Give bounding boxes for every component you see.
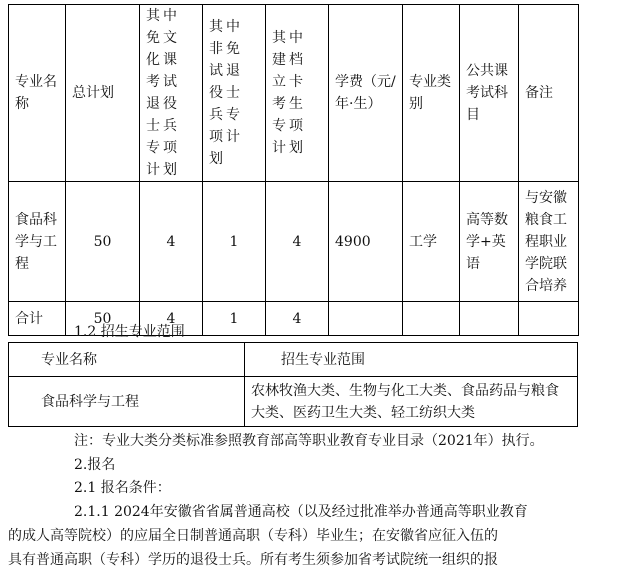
table-cell: 50 [66,302,140,336]
table-cell: 50 [66,182,140,302]
table-cell: 农林牧渔大类、生物与化工大类、食品药品与粮食大类、医药卫生大类、轻工纺织大类 [245,377,578,427]
table-cell: 食品科学与工程 [9,182,66,302]
table-cell: 4 [140,182,203,302]
header-cell: 招生专业范围 [245,343,578,377]
header-cell: 公共课考试科目 [460,5,519,182]
table-cell: 食品科学与工程 [9,377,245,427]
table-header-row [9,5,579,182]
table-cell: 4 [266,302,329,336]
note: 注：专业大类分类标准参照教育部高等职业教育专业目录（2021年）执行。 [74,433,544,449]
table-cell: 4900 [329,182,403,302]
table-header-row [9,343,578,377]
header-cell: 其中免文化课考试退役士兵专项计划 [140,5,203,182]
table-cell: 4 [266,182,329,302]
table-cell: 工学 [403,182,460,302]
table-cell: 高等数学+英语 [460,182,519,302]
table-row [9,182,579,302]
header-cell: 专业名称 [9,343,245,377]
table-cell: 合计 [9,302,66,336]
section-title: 1.2 招生专业范围 [74,324,185,340]
table-cell: 4 [140,302,203,336]
header-cell: 专业名称 [9,5,66,182]
paragraph-line: 具有普通高职（专科）学历的退役士兵。所有考生须参加省考试院统一组织的报 [8,552,498,568]
header-cell: 备注 [519,5,579,182]
header-cell: 总计划 [66,5,140,182]
table-cell [329,302,403,336]
table-row [9,377,578,427]
plan-table [8,4,579,336]
table-cell [519,302,579,336]
table-cell [460,302,519,336]
table-cell: 1 [203,302,266,336]
header-cell: 其中建档立卡考生专项计划 [266,5,329,182]
header-cell: 专业类别 [403,5,460,182]
table-cell [403,302,460,336]
paragraph-line: 的成人高等院校）的应届全日制普通高职（专科）毕业生；在安徽省应征入伍的 [8,528,498,544]
heading-conditions: 2.1 报名条件： [74,480,171,496]
paragraph-line: 2.1.1 2024年安徽省省属普通高校（以及经过批准举办普通高等职业教育 [74,504,528,520]
table-cell: 1 [203,182,266,302]
heading-registration: 2.报名 [74,457,116,473]
header-cell: 学费（元/年·生） [329,5,403,182]
scope-table [8,342,578,427]
header-cell: 其中非免试退役士兵专项计划 [203,5,266,182]
table-cell: 与安徽粮食工程职业学院联合培养 [519,182,579,302]
